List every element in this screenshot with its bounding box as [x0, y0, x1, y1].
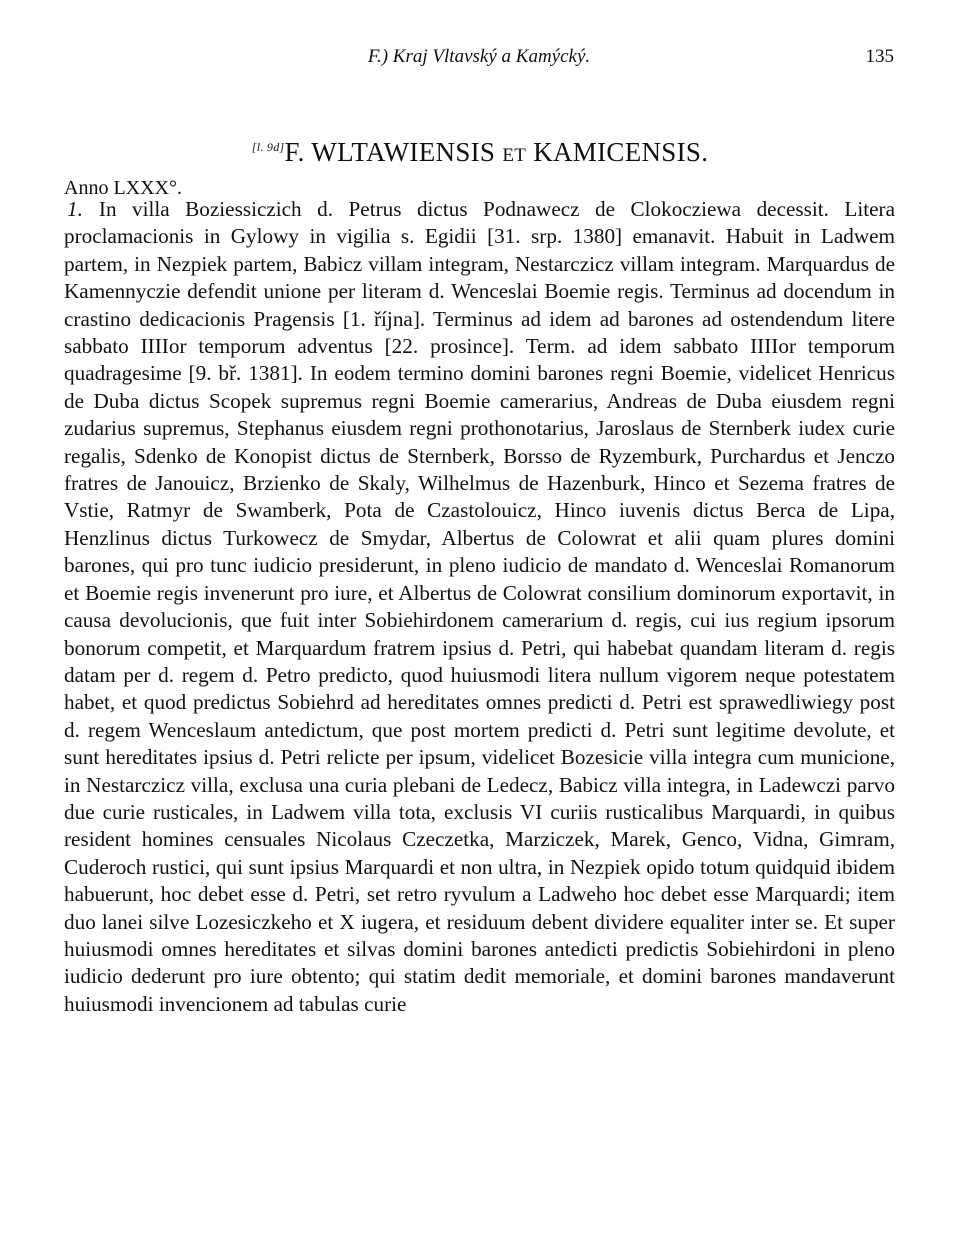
- page-number: 135: [865, 46, 894, 67]
- running-title: F.) Kraj Vltavský a Kamýcký.: [367, 46, 591, 67]
- section-title-part-2: KAMICENSIS.: [533, 137, 709, 167]
- entry-paragraph: [64, 196, 895, 1018]
- entry-number: 1.: [67, 197, 83, 221]
- entry-text: In villa Boziessiczich d. Petrus dictus Podnawecz de Clokocziewa decessit. Litera proclamacionis in Gylowy in vigilia s. Egidii [31. srp. 1380] emanavit. Habuit in Ladwem partem, in Nezpiek partem, Babicz villam integram, Nestarczicz villam integram. Marquardus de Kamennyczie defendit unione per literam d. Wenceslai Boemie regis. Terminus ad docendum in crastino dedicacionis Pragensis [1. října]. Terminus ad idem ad barones ad ostendendum litere sabbato IIIIor temporum adventus [22. prosince]. Term. ad idem sabbato IIIIor temporum quadragesime [9. bř. 1381]. In eodem termino domini barones regni Boemie, videlicet Henricus de Duba dictus Scopek supremus regni Boemie camerarius, Andreas de Duba eiusdem regni zudarius supremus, Stephanus eiusdem regni prothonotarius, Jaroslaus de Sternberk iudex curie regalis, Sdenko de Konopist dictus de Sternberk, Borsso de Ryzemburk, Purchardus et Jenczo fratres de Janouicz, Brzienko de Skaly, Wilhelmus de Hazenburk, Hinco et Sezema fratres de Vstie, Ratmyr de Swamberk, Pota de Czastolouicz, Hinco iuvenis dictus Berca de Lipa, Henzlinus dictus Turkowecz de Smydar, Albertus de Colowrat et alii quam plures domini barones, qui pro tunc iudicio presiderunt, in pleno iudicio de mandato d. Wenceslai Romanorum et Boemie regis invenerunt pro iure, et Albertus de Colowrat consilium dominorum exportavit, in causa devolucionis, que fuit inter Sobiehirdonem camerarium d. regis, cui ius regium ipsorum bonorum competit, et Marquardum fratrem ipsius d. Petri, qui habebat quandam literam d. regis datam per d. regem d. Petro predicto, quod huiusmodi litera nullum vigorem neque potestatem habet, et quod predictus Sobiehrd ad hereditates omnes predicti d. Petri est sprawedliwiegy post d. regem Wenceslaum antedictum, que post mortem predicti d. Petri sunt legitime devolute, et sunt hereditates ipsius d. Petri relicte per ipsum, videlicet Bozesicie villa integra cum municione, in Nestarczicz villa, exclusa una curia plebani de Ledecz, Babicz villa integra, in Ladewczi parvo due curie rusticales, in Ladwem villa tota, exclusis VI curiis rusticalibus Marquardi, in quibus resident homines censuales Nicolaus Czeczetka, Marziczek, Marek, Genco, Vidna, Gimram, Cuderoch rustici, qui sunt ipsius Marquardi et non ultra, in Nezpiek opido totum quidquid ibidem habuerunt, hoc debet esse d. Petri, set retro ryvulum a Ladweho hoc debet esse Marquardi; item duo lanei silve Lozesiczkeho et X iugera, et residuum debent dividere equaliter inter se. Et super huiusmodi omnes hereditates et silvas domini barones antedicti predictis Sobiehirdoni in pleno iudicio dederunt pro iure obtento; qui statim dedit memoriale, et domini barones mandaverunt huiusmodi invencionem ad tabulas curie: [64, 197, 895, 1016]
- page-header: [64, 46, 894, 78]
- section-title-conjunction: ET: [502, 145, 527, 166]
- document-body: [64, 196, 895, 1018]
- folio-reference: [l. 9d]: [251, 140, 285, 154]
- section-title-part-1: WLTAWIENSIS: [311, 137, 496, 167]
- section-letter: F.: [284, 137, 305, 167]
- year-label: Anno LXXX°.: [64, 177, 182, 199]
- section-heading: [0, 137, 960, 168]
